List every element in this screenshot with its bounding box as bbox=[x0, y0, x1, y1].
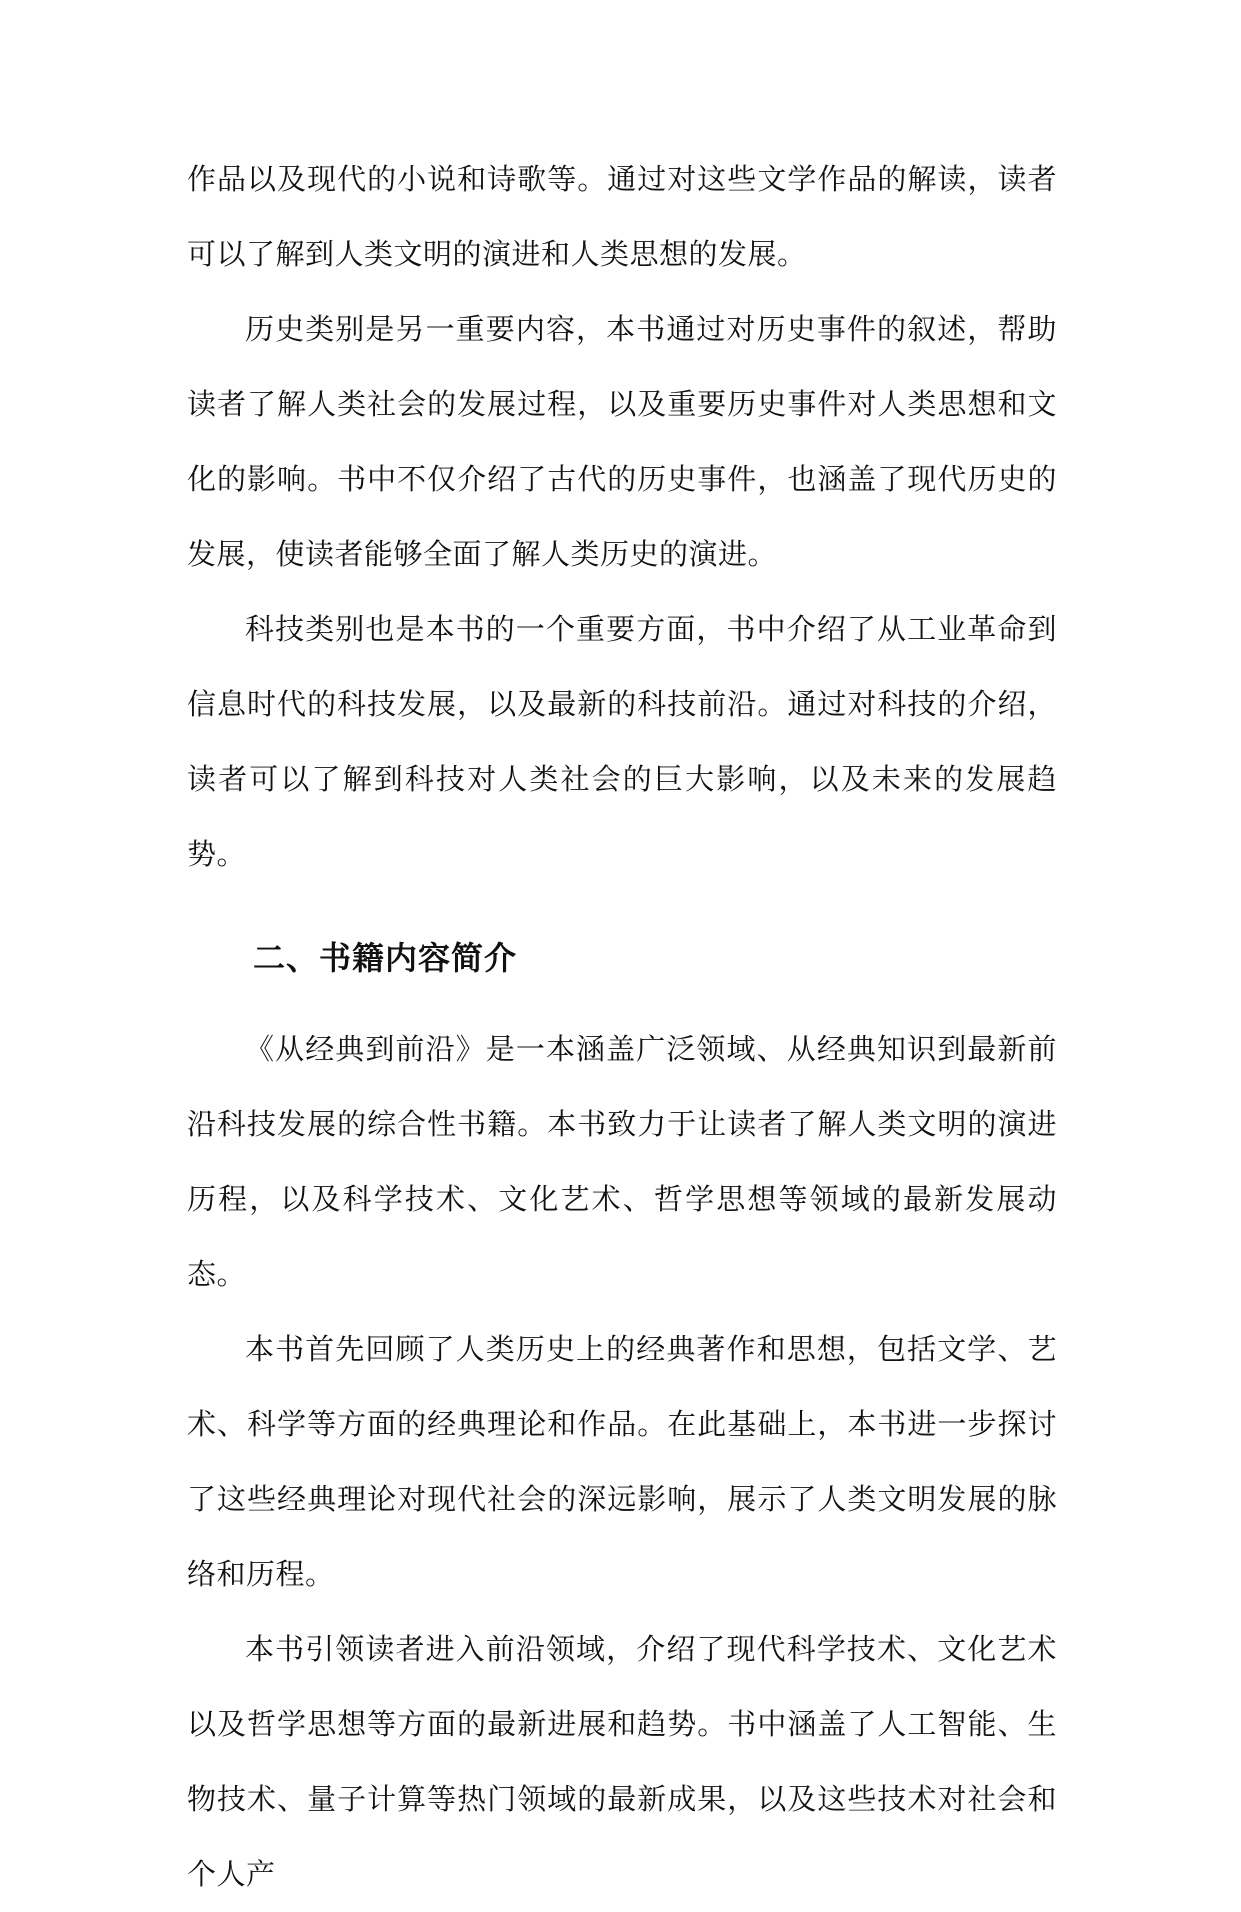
paragraph-history: 历史类别是另一重要内容，本书通过对历史事件的叙述，帮助读者了解人类社会的发展过程，以及重要历史事件对人类思想和文化的影响。书中不仅介绍了古代的历史事件，也涵盖了现代历史的发展，使读者能够全面了解人类历史的演进。 bbox=[187, 312, 1057, 571]
paragraph-classics-review: 本书首先回顾了人类历史上的经典著作和思想，包括文学、艺术、科学等方面的经典理论和作品。在此基础上，本书进一步探讨了这些经典理论对现代社会的深远影响，展示了人类文明发展的脉络和历程。 bbox=[187, 1332, 1057, 1591]
document-body bbox=[187, 142, 1057, 1912]
paragraph-technology: 科技类别也是本书的一个重要方面，书中介绍了从工业革命到信息时代的科技发展，以及最新的科技前沿。通过对科技的介绍，读者可以了解到科技对人类社会的巨大影响，以及未来的发展趋势。 bbox=[187, 612, 1057, 871]
paragraph-frontier-fields: 本书引领读者进入前沿领域，介绍了现代科学技术、文化艺术以及哲学思想等方面的最新进展和趋势。书中涵盖了人工智能、生物技术、量子计算等热门领域的最新成果，以及这些技术对社会和个人产 bbox=[187, 1632, 1057, 1891]
paragraph-literature-continued: 作品以及现代的小说和诗歌等。通过对这些文学作品的解读，读者可以了解到人类文明的演进和人类思想的发展。 bbox=[187, 162, 1057, 271]
paragraph-book-overview: 《从经典到前沿》是一本涵盖广泛领域、从经典知识到最新前沿科技发展的综合性书籍。本书致力于让读者了解人类文明的演进历程，以及科学技术、文化艺术、哲学思想等领域的最新发展动态。 bbox=[187, 1032, 1057, 1291]
section-heading: 二、书籍内容简介 bbox=[253, 939, 518, 977]
